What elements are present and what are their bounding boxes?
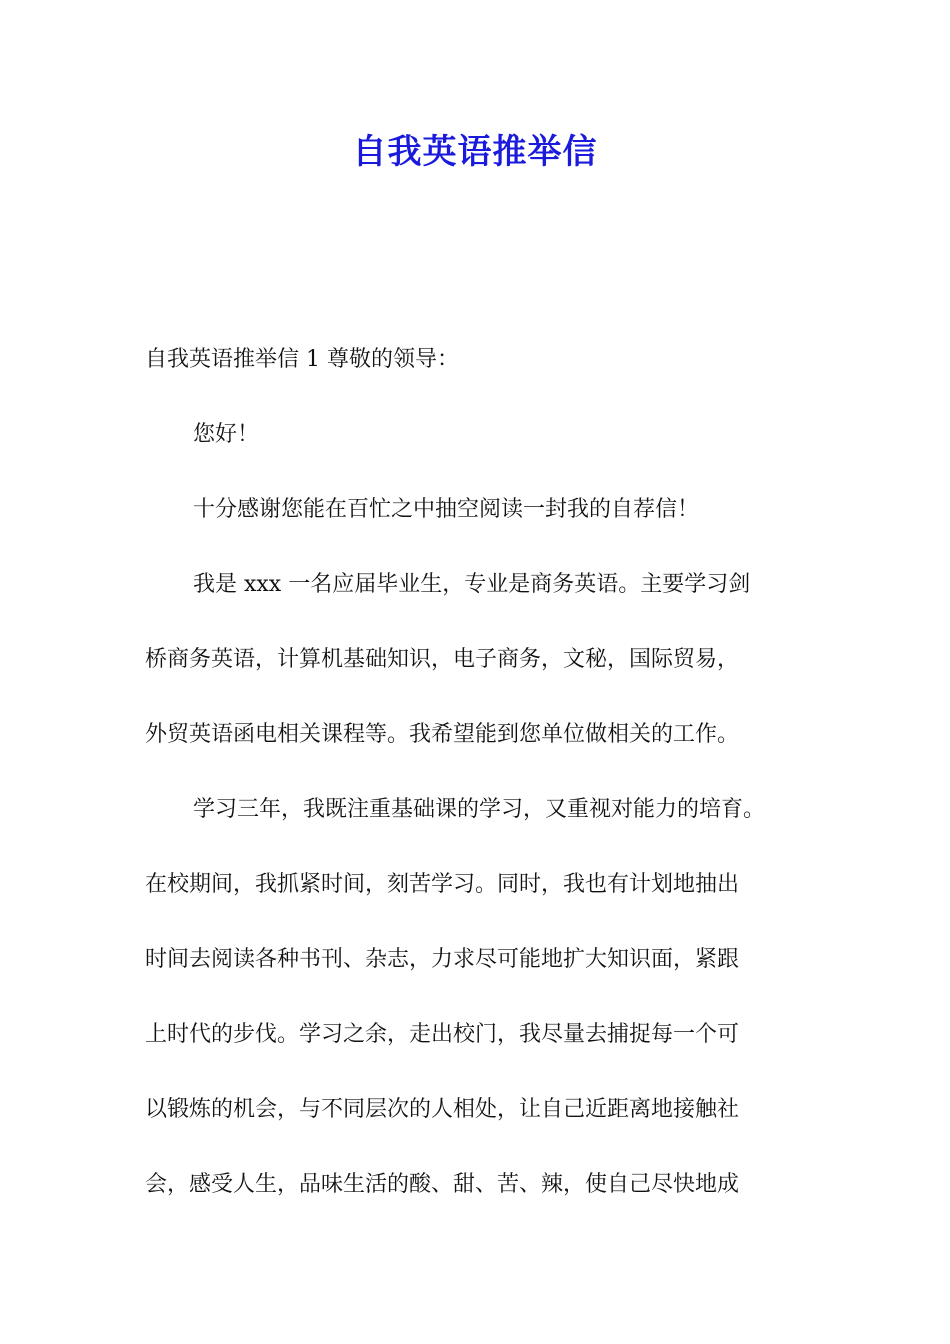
body-line: 您好！: [193, 422, 260, 447]
body-line: 十分感谢您能在百忙之中抽空阅读一封我的自荐信！: [193, 497, 700, 522]
body-line: 我是 xxx 一名应届毕业生，专业是商务英语。主要学习剑: [193, 572, 751, 597]
body-line: 自我英语推举信 1 尊敬的领导：: [145, 347, 459, 372]
body-line: 以锻炼的机会，与不同层次的人相处，让自己近距离地接触社: [145, 1097, 740, 1122]
body-line: 在校期间，我抓紧时间，刻苦学习。同时，我也有计划地抽出: [145, 872, 740, 897]
body-line: 学习三年，我既注重基础课的学习，又重视对能力的培育。: [193, 797, 766, 822]
document-body: [145, 338, 815, 1238]
body-line: 时间去阅读各种书刊、杂志，力求尽可能地扩大知识面，紧跟: [145, 947, 740, 972]
body-line: 上时代的步伐。学习之余，走出校门，我尽量去捕捉每一个可: [145, 1022, 740, 1047]
body-line: 外贸英语函电相关课程等。我希望能到您单位做相关的工作。: [145, 722, 740, 747]
body-line: 会，感受人生，品味生活的酸、甜、苦、辣，使自己尽快地成: [145, 1172, 740, 1197]
document-title: 自我英语推举信: [352, 132, 598, 172]
body-line: 桥商务英语，计算机基础知识，电子商务，文秘，国际贸易，: [145, 647, 740, 672]
